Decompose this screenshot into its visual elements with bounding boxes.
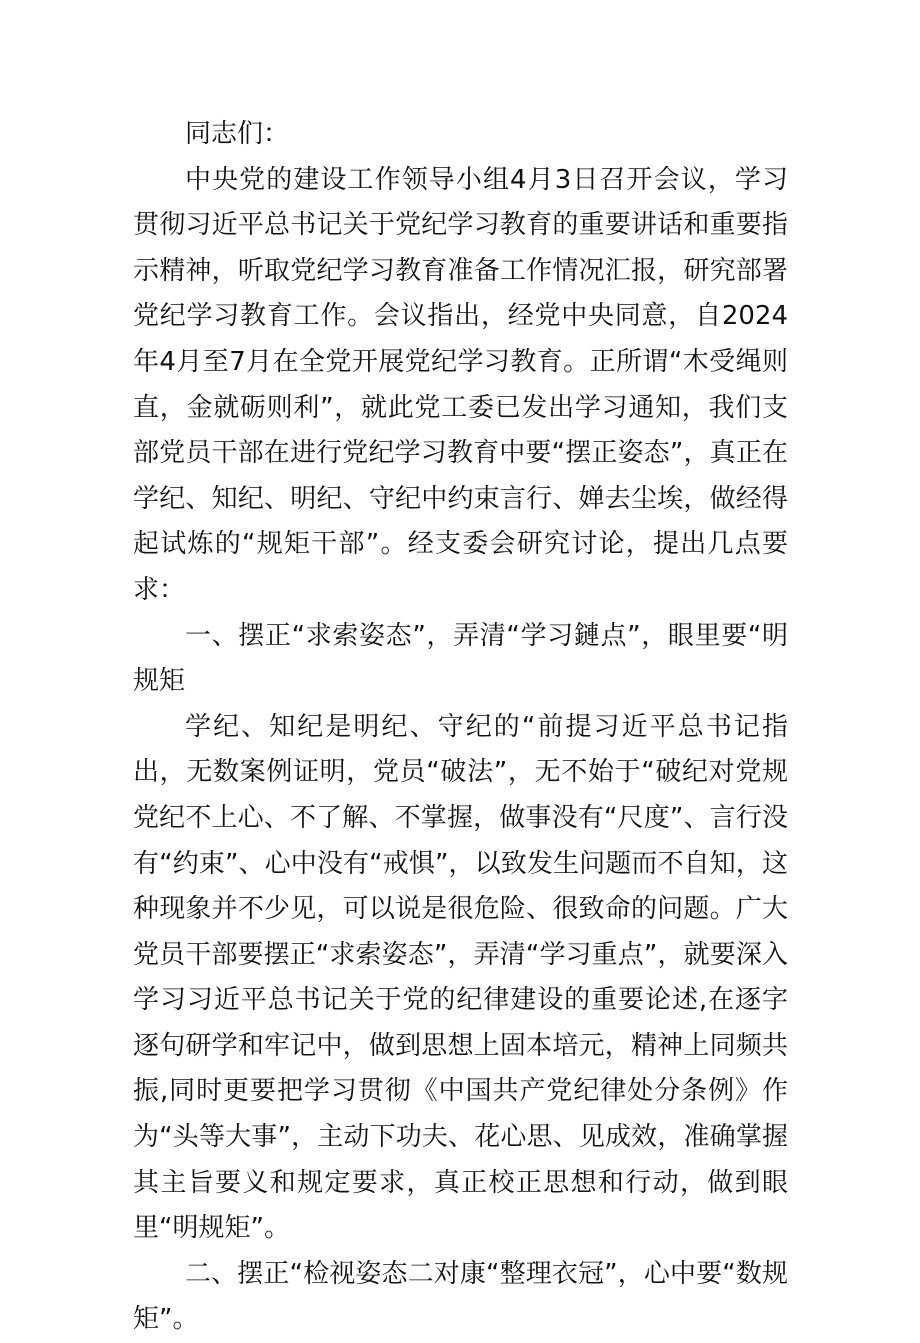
section-heading-2: 二、摆正“检视姿态二对康“整理衣冠”，心中要“数规矩”。 <box>133 1258 788 1335</box>
intro-paragraph: 中央党的建设工作领导小组4月3日召开会议，学习贯彻习近平总书记关于党纪学习教育的重要讲话和重要指示精神，听取党纪学习教育准备工作情况汇报，研究部署党纪学习教育工作。会议指出，经党中央同意，自2024年4月至7月在全党开展党纪学习教育。正所谓“木受绳则直，金就砺则利”，就此党工委已发出学习通知，我们支部党员干部在进行党纪学习教育中要“摆正姿态”，真正在学纪、知纪、明纪、守纪中约束言行、婵去尘埃，做经得起试炼的“规矩干部”。经支委会研究讨论，提出几点要求： <box>133 164 788 605</box>
document-body <box>133 112 788 1343</box>
salutation: 同志们： <box>185 119 290 149</box>
section-heading-1: 一、摆正“求索姿态”，弄清“学习鏈点”，眼里要“明规矩 <box>133 620 788 697</box>
section-body-1: 学纪、知纪是明纪、守纪的“前提习近平总书记指出，无数案例证明，党员“破法”，无不始于“破纪对党规党纪不上心、不了解、不掌握，做事没有“尺度”、言行没有“约束”、心中没有“戒惧”，以致发生问题而不自知，这种现象并不少见，可以说是很危险、很致命的问题。广大党员干部要摆正“求索姿态”，弄清“学习重点”，就要深入学习习近平总书记关于党的纪律建设的重要论述,在逐字逐句研学和牢记中，做到思想上固本培元，精神上同频共振,同时更要把学习贯彻《中国共产党纪律处分条例》作为“头等大事”，主动下功夫、花心思、见成效，准确掌握其主旨要义和规定要求，真正校正思想和行动，做到眼里“明规矩”。 <box>133 711 788 1244</box>
